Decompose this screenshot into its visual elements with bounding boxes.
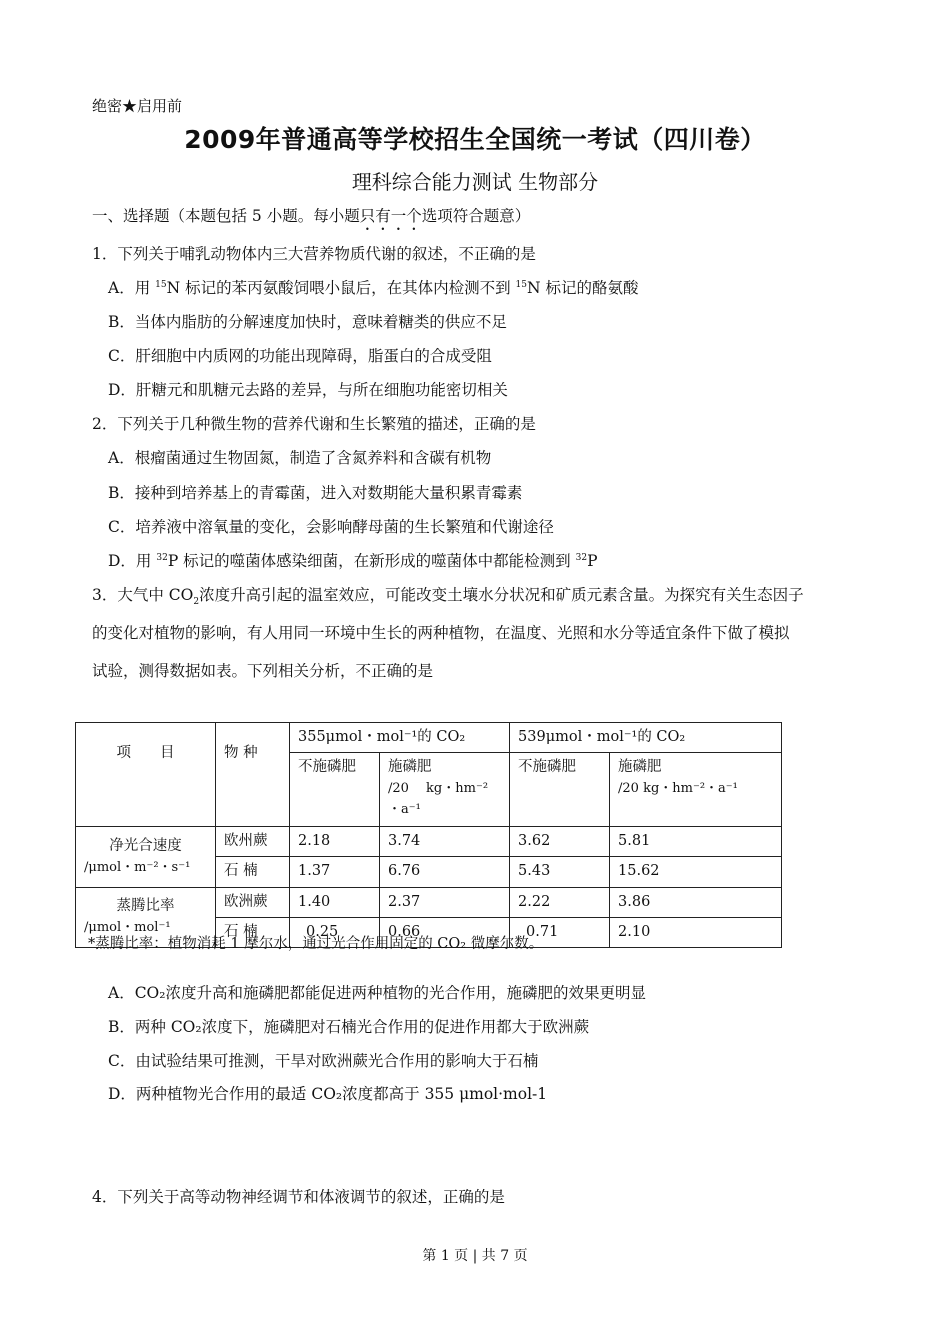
q1-option-b: B．当体内脂肪的分解速度加快时，意味着糖类的供应不足 xyxy=(108,313,507,331)
q3-stem-line1: 3．大气中 $CO_2$浓度升高引起的温室效应，可能改变土壤水分状况和矿质元素含量。为探究有关生态因子 xyxy=(92,586,804,608)
q3-option-d: D．两种植物光合作用的最适 CO₂浓度都高于 355 μmol·mol-1 xyxy=(108,1085,548,1103)
table-cell: 0.71 xyxy=(510,917,610,947)
table-cell: 3.62 xyxy=(510,827,610,857)
table-cell: 5.81 xyxy=(610,827,782,857)
q2-option-d: D．用 $^{32}$P 标记的噬菌体感染细菌，在新形成的噬菌体中都能检测到 $^{32}$P xyxy=(108,552,598,570)
q1-isotope-sup: 15 xyxy=(515,279,527,290)
q3-option-c: C．由试验结果可推测，干旱对欧洲蕨光合作用的影响大于石楠 xyxy=(108,1052,539,1070)
q3-stem-line3: 试验，测得数据如表。下列相关分析，不正确的是 xyxy=(92,662,434,680)
table-row-label-photosynthesis: 净光合速度 /μmol・m⁻²・s⁻¹ xyxy=(76,827,216,887)
confidential-label: 绝密★启用前 xyxy=(92,97,183,115)
table-cell: 15.62 xyxy=(610,857,782,887)
table-header-co2-539: 539μmol・mol⁻¹的 CO₂ xyxy=(510,723,782,753)
table-cell: 0.66 xyxy=(380,917,510,947)
table-cell: 2.18 xyxy=(290,827,380,857)
table-cell: 1.37 xyxy=(290,857,380,887)
q4-stem: 4．下列关于高等动物神经调节和体液调节的叙述，正确的是 xyxy=(92,1188,505,1206)
table-cell: 3.74 xyxy=(380,827,510,857)
table-header-p: 施磷肥 /20 kg・hm⁻² ・a⁻¹ xyxy=(380,753,510,827)
table-cell: 6.76 xyxy=(380,857,510,887)
table-cell-species: 欧洲蕨 xyxy=(216,887,290,917)
q1-stem: 1．下列关于哺乳动物体内三大营养物质代谢的叙述，不正确的是 xyxy=(92,245,536,263)
q1-option-a: A．用 $^{15}$N 标记的苯丙氨酸饲喂小鼠后，在其体内检测不到 $^{15}$N 标记的酪氨酸 xyxy=(108,279,639,297)
table-cell: 0.25 xyxy=(290,917,380,947)
table-cell: 3.86 xyxy=(610,887,782,917)
data-table xyxy=(75,722,782,948)
table-cell: 2.22 xyxy=(510,887,610,917)
q1-isotope-sup: 15 xyxy=(155,279,167,290)
q2-option-b: B．接种到培养基上的青霉菌，进入对数期能大量积累青霉素 xyxy=(108,484,523,502)
section-heading-post: 选项符合题意） xyxy=(421,207,531,225)
q3-option-b: B．两种 CO₂浓度下，施磷肥对石楠光合作用的促进作用都大于欧洲蕨 xyxy=(108,1018,590,1036)
table-cell: 2.37 xyxy=(380,887,510,917)
page-footer: 第 1 页 | 共 7 页 xyxy=(422,1248,528,1264)
table-header-item: 项 目 xyxy=(76,723,216,827)
q1-option-d: D．肝糖元和肌糖元去路的差异，与所在细胞功能密切相关 xyxy=(108,381,508,399)
exam-title: 2009年普通高等学校招生全国统一考试（四川卷） xyxy=(184,125,766,154)
table-header-co2-355: 355μmol・mol⁻¹的 CO₂ xyxy=(290,723,510,753)
table-cell: 2.10 xyxy=(610,917,782,947)
table-header-no-p: 不施磷肥 xyxy=(510,753,610,827)
section-heading-pre: 一、选择题（本题包括 5 小题。每小题 xyxy=(92,207,360,225)
q2-stem: 2．下列关于几种微生物的营养代谢和生长繁殖的描述，正确的是 xyxy=(92,415,536,433)
section-heading xyxy=(92,204,530,234)
table-cell-species: 欧州蕨 xyxy=(216,827,290,857)
q1-option-c: C．肝细胞中内质网的功能出现障碍，脂蛋白的合成受阻 xyxy=(108,347,492,365)
table-header-p: 施磷肥 /20 kg・hm⁻²・a⁻¹ xyxy=(610,753,782,827)
table-header-species: 物 种 xyxy=(216,723,290,827)
section-heading-emphasis: 只有一个 xyxy=(359,207,422,225)
q2-option-a: A．根瘤菌通过生物固氮，制造了含氮养料和含碳有机物 xyxy=(108,449,492,467)
exam-subtitle: 理科综合能力测试 生物部分 xyxy=(351,170,599,194)
table-cell: 5.43 xyxy=(510,857,610,887)
table-note: *蒸腾比率：植物消耗 1 摩尔水，通过光合作用固定的 CO₂ 微摩尔数。 xyxy=(88,936,544,952)
q3-stem-line2: 的变化对植物的影响，有人用同一环境中生长的两种植物，在温度、光照和水分等适宜条件下做了模拟 xyxy=(92,624,790,642)
q2-option-c: C．培养液中溶氧量的变化，会影响酵母菌的生长繁殖和代谢途径 xyxy=(108,518,554,536)
table-cell-species: 石 楠 xyxy=(216,917,290,947)
table-header-no-p: 不施磷肥 xyxy=(290,753,380,827)
table-row-label-transpiration: 蒸腾比率 /μmol・mol⁻¹ xyxy=(76,887,216,947)
q3-option-a: A．CO₂浓度升高和施磷肥都能促进两种植物的光合作用，施磷肥的效果更明显 xyxy=(108,984,646,1002)
table-cell-species: 石 楠 xyxy=(216,857,290,887)
table-cell: 1.40 xyxy=(290,887,380,917)
